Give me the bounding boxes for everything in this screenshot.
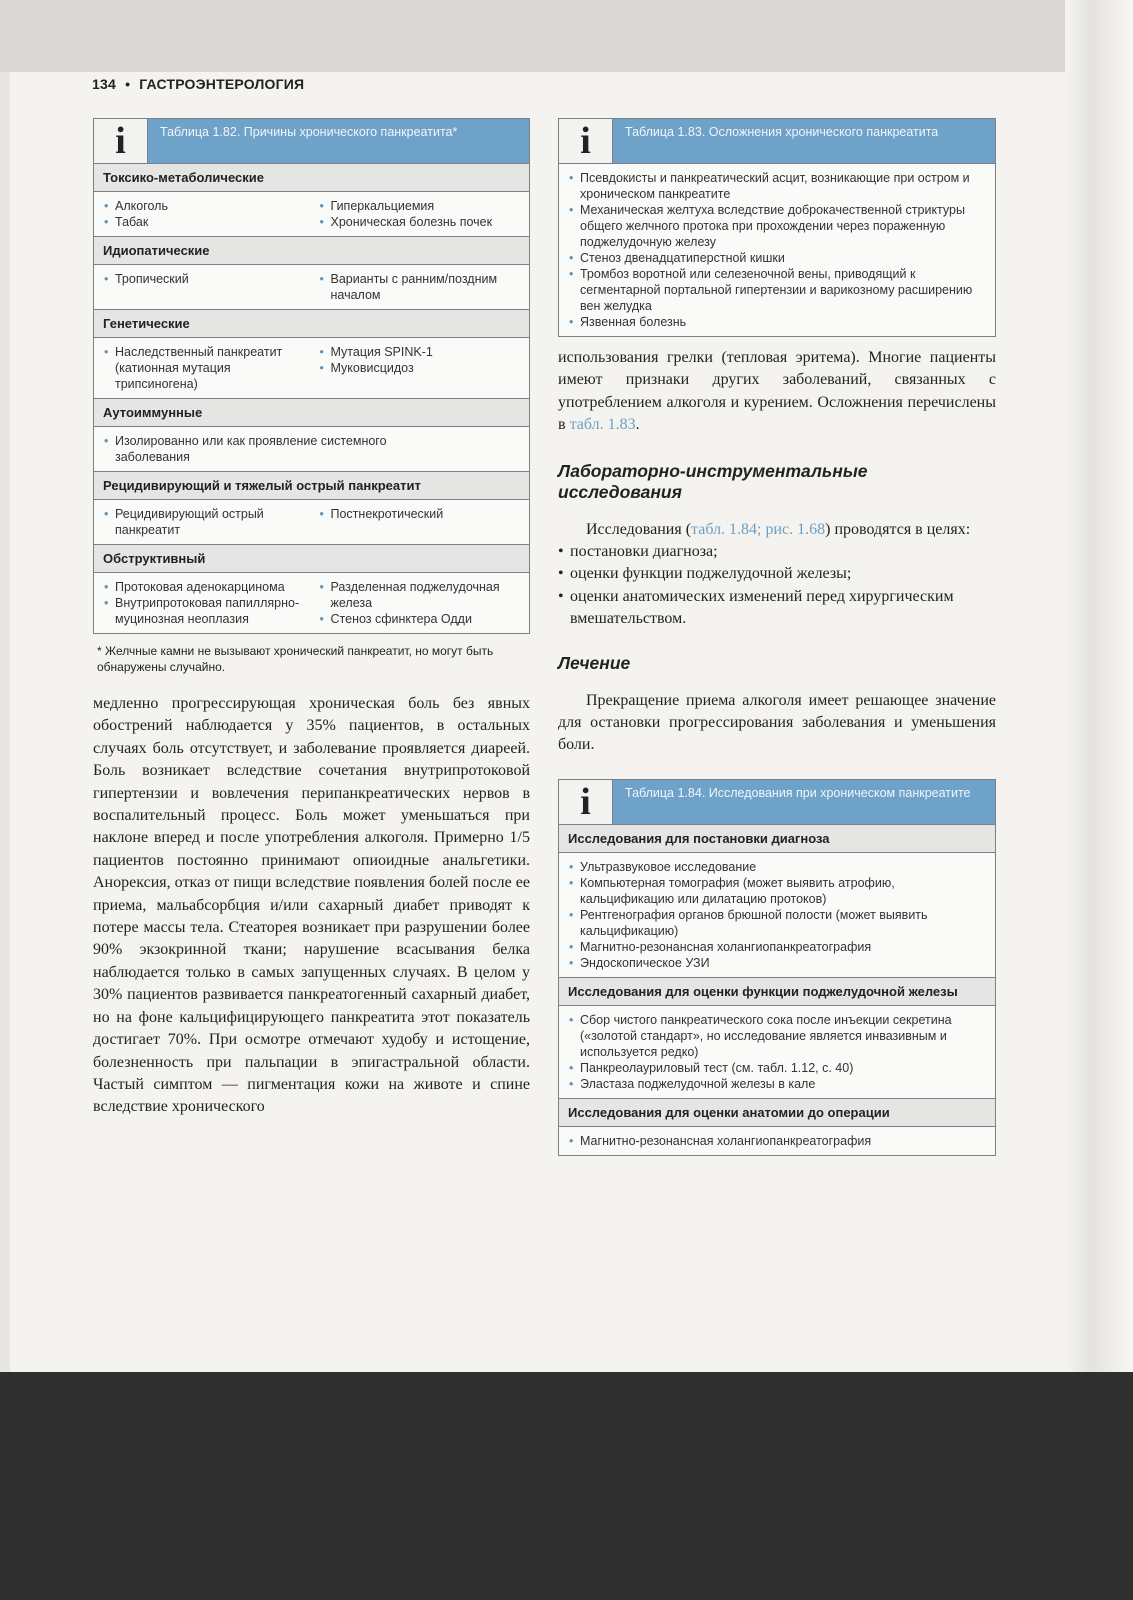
table-cell-right xyxy=(305,344,521,392)
table-row xyxy=(94,500,529,544)
table-row xyxy=(94,573,529,633)
figure-reference-link[interactable]: табл. 1.84; рис. 1.68 xyxy=(691,520,826,538)
list-item: • Механическая желтуха вследствие доброкачественной стриктуры общего желчного протока при прохождении через пораженную поджелудочную железу xyxy=(568,202,986,250)
table-row xyxy=(94,265,529,309)
info-icon: i xyxy=(94,119,148,163)
list-item: • Табак xyxy=(103,214,305,230)
table-section-label: Идиопатические xyxy=(94,236,529,265)
table-row xyxy=(94,427,529,471)
info-icon: i xyxy=(559,119,613,163)
table-body xyxy=(94,163,529,633)
table-cell-left xyxy=(103,506,305,538)
page-left-edge xyxy=(0,72,10,1372)
body-text-lab: Исследования (табл. 1.84; рис. 1.68) проводятся в целях: xyxy=(586,520,971,538)
table-row xyxy=(94,192,529,236)
list-item: • Разделенная поджелудочная железа xyxy=(319,579,521,611)
table-cell-right xyxy=(305,198,521,230)
table-footnote: * Желчные камни не вызывают хронический панкреатит, но могут быть обнаружены случайно. xyxy=(97,644,494,674)
table-row xyxy=(94,338,529,398)
bullet-item: • оценки анатомических изменений перед хирургическим вмешательством. xyxy=(558,586,996,631)
table-section-label: Генетические xyxy=(94,309,529,338)
list-item: • Магнитно-резонансная холангиопанкреатография xyxy=(568,939,986,955)
running-head-separator: • xyxy=(125,76,131,92)
running-head xyxy=(92,76,304,92)
table-cell-left xyxy=(103,344,305,392)
table-body xyxy=(559,824,995,1155)
table-title: Таблица 1.84. Исследования при хроническом панкреатите xyxy=(625,785,971,800)
table-row xyxy=(559,163,995,336)
table-section-label: Исследования для оценки анатомии до операции xyxy=(559,1098,995,1127)
table-cell xyxy=(568,1133,986,1149)
list-item: • Язвенная болезнь xyxy=(568,314,986,330)
list-item: • Стеноз двенадцатиперстной кишки xyxy=(568,250,986,266)
list-item: • Алкоголь xyxy=(103,198,305,214)
table-cell-right xyxy=(305,271,521,303)
table-cell-right xyxy=(305,506,521,538)
list-item: • Рентгенография органов брюшной полости (может выявить кальцификацию) xyxy=(568,907,986,939)
list-item: • Наследственный панкреатит (катионная мутация трипсиногена) xyxy=(103,344,305,392)
table-1-83 xyxy=(558,118,996,337)
list-item: • Сбор чистого панкреатического сока после инъекции секретина («золотой стандарт», но исследование является инвазивным и используется редко) xyxy=(568,1012,986,1060)
table-cell xyxy=(568,1012,986,1092)
list-item: • Внутрипротоковая папиллярно-муцинозная неоплазия xyxy=(103,595,305,627)
list-item: • Мутация SPINK-1 xyxy=(319,344,521,360)
book-spine-shadow xyxy=(1065,0,1133,1372)
table-section-label: Аутоиммунные xyxy=(94,398,529,427)
table-section-label: Обструктивный xyxy=(94,544,529,573)
table-cell-left xyxy=(103,271,305,303)
body-text-right-1: использования грелки (тепловая эритема). Многие пациенты имеют признаки других заболеваний, связанных с употреблением алкоголя и курением. Осложнения перечислены в табл. 1.83. xyxy=(558,349,996,434)
list-item: • Эластаза поджелудочной железы в кале xyxy=(568,1076,986,1092)
table-1-82 xyxy=(93,118,530,634)
table-row xyxy=(559,1127,995,1155)
complications-list xyxy=(568,170,986,330)
section-heading-lab: Лабораторно-инструментальные исследования xyxy=(558,460,868,502)
bullet-item: • постановки диагноза; xyxy=(558,541,996,563)
table-row xyxy=(559,1006,995,1098)
table-cell-left xyxy=(103,579,305,627)
list-item: • Панкреолауриловый тест (см. табл. 1.12, с. 40) xyxy=(568,1060,986,1076)
list-item: • Рецидивирующий острый панкреатит xyxy=(103,506,305,538)
table-header xyxy=(559,119,995,163)
table-header xyxy=(559,780,995,824)
right-column xyxy=(558,118,996,1156)
table-title: Таблица 1.82. Причины хронического панкреатита* xyxy=(160,125,458,139)
list-item: • Протоковая аденокарцинома xyxy=(103,579,305,595)
list-item: • Ультразвуковое исследование xyxy=(568,859,986,875)
list-item: • Компьютерная томография (может выявить атрофию, кальцификацию или дилатацию протоков) xyxy=(568,875,986,907)
list-item: • Варианты с ранним/поздним началом xyxy=(319,271,521,303)
table-cell xyxy=(568,859,986,971)
list-item: • Стеноз сфинктера Одди xyxy=(319,611,521,627)
running-head-section: ГАСТРОЭНТЕРОЛОГИЯ xyxy=(139,76,305,92)
list-item: • Тропический xyxy=(103,271,305,287)
list-item: • Тромбоз воротной или селезеночной вены, приводящий к сегментарной портальной гипертензии и варикозному расширению вен желудка xyxy=(568,266,986,314)
lab-purposes-list xyxy=(558,541,996,631)
list-item: • Эндоскопическое УЗИ xyxy=(568,955,986,971)
left-column xyxy=(93,118,530,1119)
table-cell-left xyxy=(103,198,305,230)
table-section-label: Токсико-метаболические xyxy=(94,163,529,192)
list-item: • Муковисцидоз xyxy=(319,360,521,376)
table-header xyxy=(94,119,529,163)
table-section-label: Исследования для постановки диагноза xyxy=(559,824,995,853)
section-heading-treatment: Лечение xyxy=(558,652,631,673)
info-icon: i xyxy=(559,780,613,824)
list-item: • Гиперкальциемия xyxy=(319,198,521,214)
list-item: • Изолированно или как проявление системного заболевания xyxy=(103,433,430,465)
list-item: • Постнекротический xyxy=(319,506,521,522)
body-text-left: медленно прогрессирующая хроническая боль без явных обострений наблюдается у 35% пациентов, в остальных случаях боль отсутствует, и заболевание проявляется диареей. Боль возникает вследствие сочетания внутрипротоковой гипертензии и вовлечения перипанкреатических нервов в воспалительный процесс. Боль может уменьшаться при наклоне вперед и после употребления алкоголя. Примерно 1/5 пациентов постоянно принимают опиоидные анальгетики. Анорексия, отказ от пищи вследствие появления болей после ее приема, мальабсорбция и/или сахарный диабет приводят к потере массы тела. Стеаторея возникает при разрушении более 90% экзокринной ткани; нарушение всасывания белка наблюдается только в самых запущенных случаях. В целом у 30% пациентов развивается панкреатогенный сахарный диабет, но на фоне кальцифицирующего панкреатита этот показатель достигает 70%. При осмотре отмечают худобу и истощение, болезненность при пальпации в эпигастральной области. Частый симптом — пигментация кожи на животе и спине вследствие хронического xyxy=(93,695,530,1116)
table-section-label: Рецидивирующий и тяжелый острый панкреатит xyxy=(94,471,529,500)
scanner-background xyxy=(0,1372,1133,1600)
table-reference-link[interactable]: табл. 1.83 xyxy=(569,416,636,434)
table-1-84 xyxy=(558,779,996,1156)
page-number: 134 xyxy=(92,76,116,92)
table-cell-left xyxy=(103,433,520,465)
list-item: • Псевдокисты и панкреатический асцит, возникающие при остром и хроническом панкреатите xyxy=(568,170,986,202)
bullet-item: • оценки функции поджелудочной железы; xyxy=(558,563,996,585)
table-section-label: Исследования для оценки функции поджелудочной железы xyxy=(559,977,995,1006)
page-top-shadow xyxy=(0,0,1133,72)
table-cell-right xyxy=(305,579,521,627)
table-row xyxy=(559,853,995,977)
table-title: Таблица 1.83. Осложнения хронического панкреатита xyxy=(625,125,939,139)
list-item: • Хроническая болезнь почек xyxy=(319,214,521,230)
list-item: • Магнитно-резонансная холангиопанкреатография xyxy=(568,1133,986,1149)
body-text-treatment: Прекращение приема алкоголя имеет решающее значение для остановки прогрессирования заболевания и уменьшения боли. xyxy=(558,691,996,754)
